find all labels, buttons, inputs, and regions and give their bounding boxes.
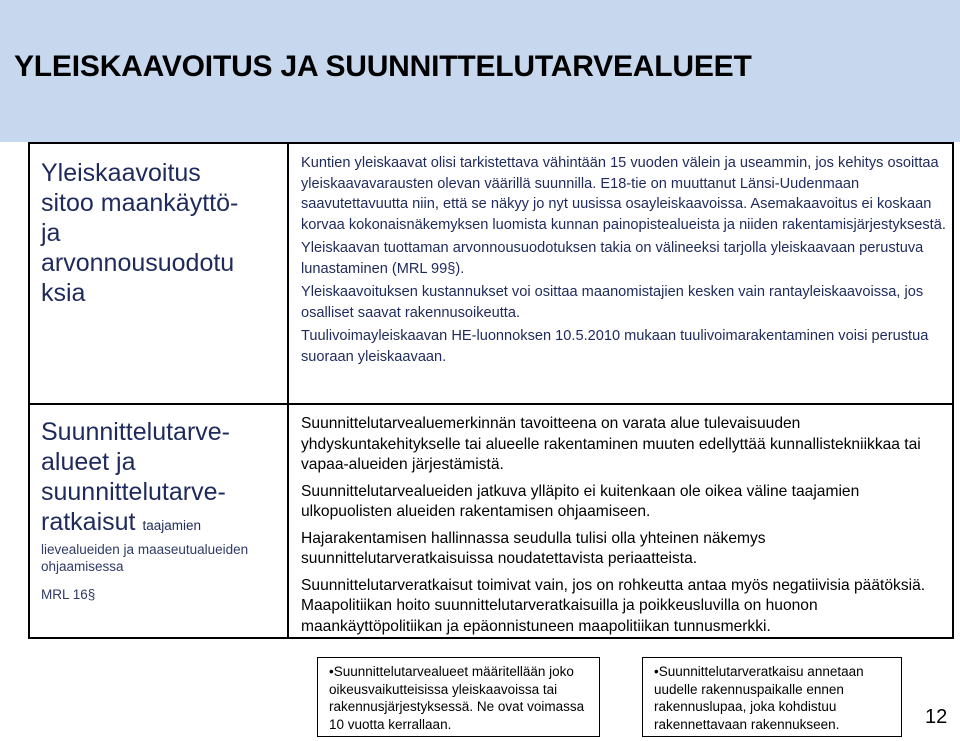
subheading-line: ohjaamisessa xyxy=(41,559,124,574)
paragraph: Kuntien yleiskaavat olisi tarkistettava vähintään 15 vuoden välein ja useammin, jos kehitys osoittaa yleiskaavavarausten olevan väärillä suunnilla. E18-tie on muuttanut Länsi-Uudenmaan saavutettavuutta niin, että se näkyy jo nyt uusissa osayleiskaavoissa. Asemakaavoitus ei koskaan korvaa kokonaisnäkemyksen luomista kunnan painopistealueista ja niiden rakentamisjärjestyksestä. xyxy=(301,155,946,233)
paragraph: Tuulivoimayleiskaavan HE-luonnoksen 10.5.2010 mukaan tuulivoimarakentaminen voisi perustua suoraan yleiskaavaan. xyxy=(301,328,929,365)
right-text-suunnittelutarve xyxy=(301,414,946,643)
heading-line: arvonnousuodotu xyxy=(41,249,235,277)
paragraph: Hajarakentamisen hallinnassa seudulla tulisi olla yhteinen näkemys suunnittelutarveratkaisuissa noudatettavista periaatteista. xyxy=(301,529,766,567)
heading-line: ja xyxy=(41,219,61,247)
paragraph: Suunnittelutarvealuemerkinnän tavoitteena on varata alue tulevaisuuden yhdyskuntakehitykselle tai alueelle rakentaminen muuten edellyttää kunnallistekniikkaa tai vapaa-alueiden järjestämistä. xyxy=(301,415,921,473)
subheading-line: lievealueiden ja maaseutualueiden xyxy=(41,542,249,557)
paragraph: Suunnittelutarvealueiden jatkuva ylläpito ei kuitenkaan ole oikea väline taajamien ulkopuolisten alueiden rakentamisen ohjaamiseen. xyxy=(301,482,860,520)
heading-line: ksia xyxy=(41,279,86,307)
heading-line: Suunnittelutarve- xyxy=(41,418,231,446)
page-title: YLEISKAAVOITUS JA SUUNNITTELUTARVEALUEET xyxy=(14,50,752,83)
page-number: 12 xyxy=(925,706,948,728)
heading-line: alueet ja xyxy=(41,448,136,476)
note-box-suunnittelutarvealueet: •Suunnittelutarvealueet määritellään joko oikeusvaikutteisissa yleiskaavoissa tai rakennusjärjestyksessä. Ne ovat voimassa 10 vuotta kerrallaan. xyxy=(317,657,600,737)
heading-line: Yleiskaavoitus xyxy=(41,159,201,187)
heading-word: ratkaisut xyxy=(41,508,136,536)
left-heading-suunnittelutarve xyxy=(41,417,281,602)
paragraph: Yleiskaavoituksen kustannukset voi osittaa maanomistajien kesken vain rantayleiskaavoissa, jos osalliset saavat rakennusoikeutta. xyxy=(301,284,924,321)
left-heading-yleiskaavoitus xyxy=(41,158,281,308)
right-text-yleiskaavoitus xyxy=(301,153,946,370)
heading-line: suunnittelutarve- xyxy=(41,478,226,506)
title-band xyxy=(0,0,960,142)
heading-line-last xyxy=(41,507,281,541)
paragraph: Suunnittelutarveratkaisut toimivat vain, jos on rohkeutta antaa myös negatiivisia päätöksiä. Maapolitiikan hoito suunnittelutarveratkaisuilla ja poikkeusluvilla on huonon maankäyttöpolitiikan ja epäonnistuneen maapolitiikan tunnusmerkki. xyxy=(301,576,926,635)
paragraph: Yleiskaavan tuottaman arvonnousuodotuksen takia on välineeksi tarjolla yleiskaavaan perustuva lunastaminen (MRL 99§). xyxy=(301,240,924,277)
subheading-inline: taajamien xyxy=(142,518,201,533)
heading-line: sitoo maankäyttö- xyxy=(41,189,239,217)
content-table xyxy=(28,142,954,639)
law-reference: MRL 16§ xyxy=(41,587,96,602)
table-divider-horizontal xyxy=(30,403,952,405)
table-divider-vertical xyxy=(287,144,289,637)
note-box-suunnittelutarveratkaisu: •Suunnittelutarveratkaisu annetaan uudelle rakennuspaikalle ennen rakennuslupaa, joka kohdistuu rakennettavaan rakennukseen. xyxy=(642,657,902,737)
